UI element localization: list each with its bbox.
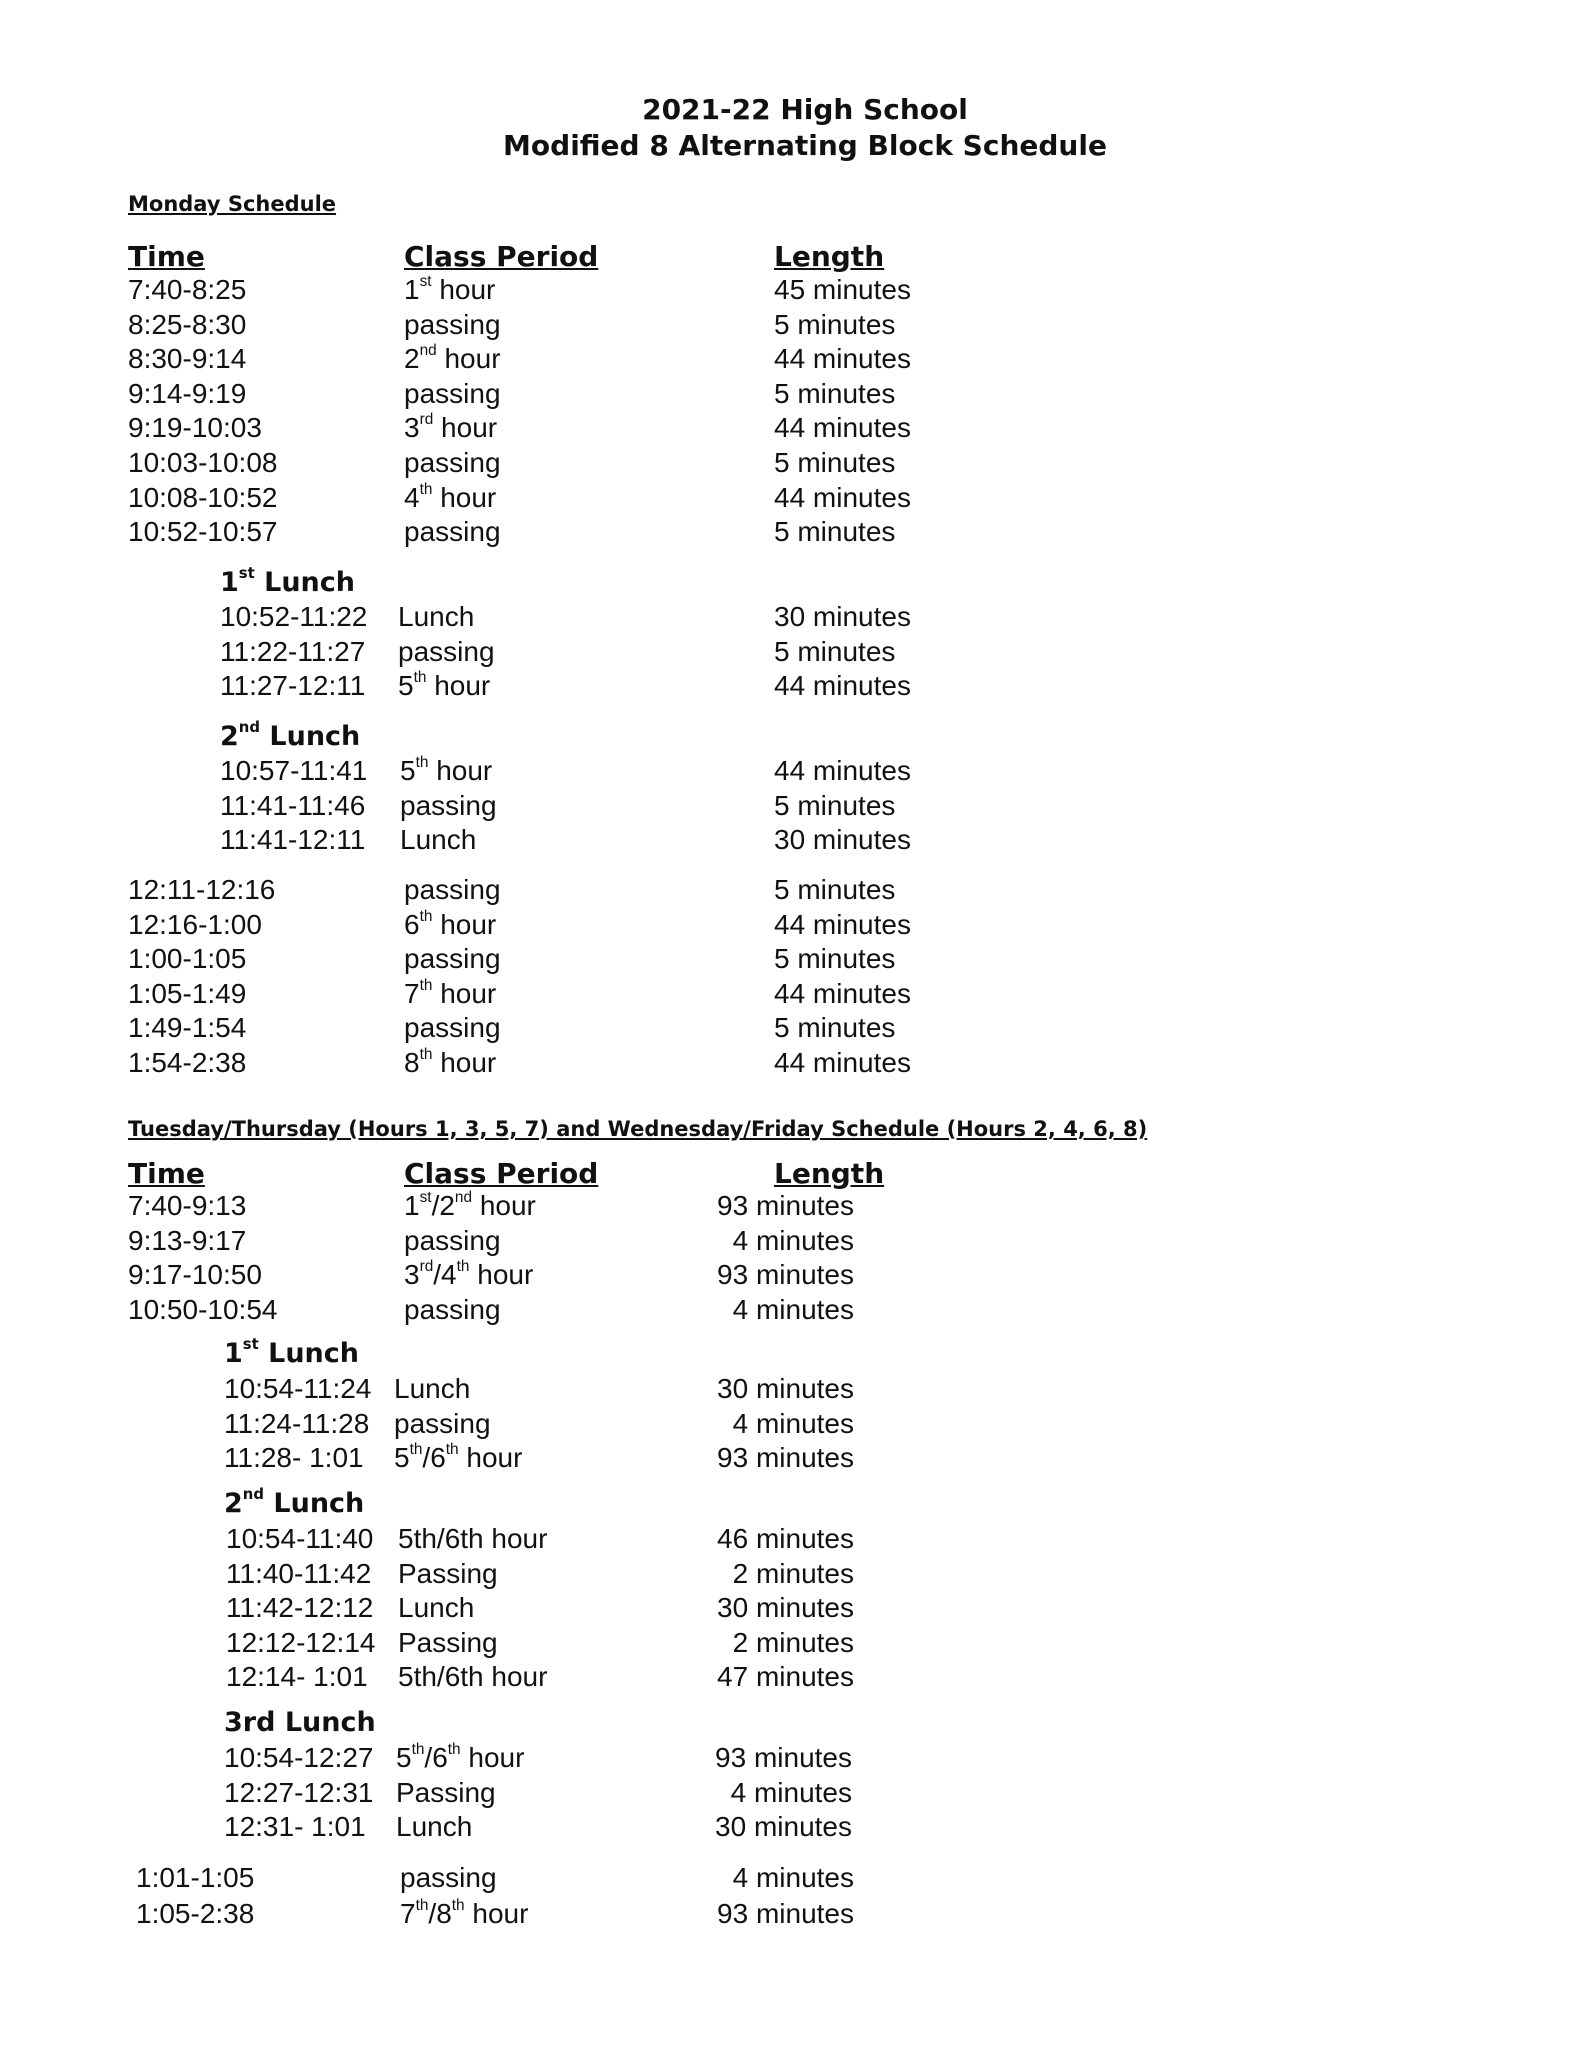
monday-row-time: 7:40-8:25 — [128, 274, 247, 305]
block-lunch1-label: 1st Lunch — [224, 1335, 360, 1369]
monday-lunch1-row-period: Lunch — [398, 601, 475, 632]
monday-lunch2-row-period: 5th hour — [400, 753, 493, 786]
monday-lunch2-row-length: 44 minutes — [774, 755, 911, 786]
monday-row-length: 44 minutes — [774, 343, 911, 374]
monday-lunch1-row-period: passing — [398, 636, 495, 667]
monday-row-length: 5 minutes — [774, 378, 896, 409]
block-lunch1-row-length: 4 minutes — [732, 1408, 854, 1439]
block-lunch1-row-time: 11:28- 1:01 — [224, 1442, 364, 1473]
block-lunch3-row-time: 10:54-12:27 — [224, 1742, 374, 1773]
block-lunch2-row-length: 46 minutes — [717, 1523, 854, 1554]
block-lunch2-row-time: 10:54-11:40 — [226, 1523, 374, 1554]
monday-row-length: 5 minutes — [774, 516, 896, 547]
monday-lunch1-row-length: 44 minutes — [774, 670, 911, 701]
monday-row-length: 5 minutes — [774, 309, 896, 340]
monday-row-time: 12:11-12:16 — [128, 874, 276, 905]
block-row-period: 3rd/4th hour — [404, 1257, 534, 1290]
monday-row-time: 10:52-10:57 — [128, 516, 278, 547]
block-row-time: 1:01-1:05 — [136, 1862, 255, 1893]
monday-row-period: 6th hour — [404, 907, 497, 940]
monday-row-period: 2nd hour — [404, 341, 501, 374]
monday-row-period: passing — [404, 943, 501, 974]
monday-row-length: 44 minutes — [774, 482, 911, 513]
block-lunch2-row-period: Passing — [398, 1558, 498, 1589]
monday-row-time: 10:08-10:52 — [128, 482, 278, 513]
monday-row-time: 8:30-9:14 — [128, 343, 247, 374]
monday-row-period: passing — [404, 516, 501, 547]
monday-lunch2-row-time: 11:41-11:46 — [220, 790, 366, 821]
block-lunch3-row-period: Passing — [396, 1777, 496, 1808]
block-lunch1-row-length: 93 minutes — [717, 1442, 854, 1473]
monday-lunch1-row-length: 5 minutes — [774, 636, 896, 667]
monday-row-period: 1st hour — [404, 272, 496, 305]
monday-row-time: 1:00-1:05 — [128, 943, 247, 974]
block-lunch2-row-length: 2 minutes — [732, 1627, 854, 1658]
block-lunch2-row-length: 30 minutes — [717, 1592, 854, 1623]
document-title — [0, 92, 1582, 164]
monday-row-length: 5 minutes — [774, 943, 896, 974]
block-lunch2-label: 2nd Lunch — [224, 1485, 365, 1519]
block-lunch3-label: 3rd Lunch — [224, 1707, 376, 1738]
block-row-period: passing — [400, 1862, 497, 1893]
monday-lunch2-row-period: passing — [400, 790, 497, 821]
monday-row-period: 4th hour — [404, 480, 497, 513]
block-lunch1-row-period: 5th/6th hour — [394, 1440, 523, 1473]
block-row-length: 4 minutes — [732, 1862, 854, 1893]
block-col-length: Length — [774, 1157, 885, 1190]
block-lunch1-row-period: passing — [394, 1408, 491, 1439]
block-lunch1-row-time: 11:24-11:28 — [224, 1408, 370, 1439]
monday-row-length: 5 minutes — [774, 874, 896, 905]
monday-col-period: Class Period — [404, 240, 599, 273]
block-lunch1-row-time: 10:54-11:24 — [224, 1373, 372, 1404]
block-lunch2-row-period: Lunch — [398, 1592, 475, 1623]
block-lunch2-row-period: Passing — [398, 1627, 498, 1658]
monday-row-time: 12:16-1:00 — [128, 909, 262, 940]
block-lunch2-row-length: 2 minutes — [732, 1558, 854, 1589]
monday-lunch1-row-time: 10:52-11:22 — [220, 601, 368, 632]
monday-lunch2-row-time: 11:41-12:11 — [220, 824, 366, 855]
monday-lunch1-row-time: 11:22-11:27 — [220, 636, 366, 667]
block-lunch3-row-period: 5th/6th hour — [396, 1740, 525, 1773]
monday-row-length: 44 minutes — [774, 412, 911, 443]
block-row-period: passing — [404, 1294, 501, 1325]
block-lunch3-row-length: 4 minutes — [730, 1777, 852, 1808]
monday-lunch2-row-length: 5 minutes — [774, 790, 896, 821]
block-col-time: Time — [128, 1157, 205, 1190]
monday-col-time: Time — [128, 240, 205, 273]
monday-row-length: 45 minutes — [774, 274, 911, 305]
block-row-length: 4 minutes — [732, 1225, 854, 1256]
block-col-period: Class Period — [404, 1157, 599, 1190]
monday-col-length: Length — [774, 240, 885, 273]
monday-row-length: 5 minutes — [774, 1012, 896, 1043]
title-line-1: 2021-22 High School — [642, 93, 968, 126]
monday-lunch1-row-time: 11:27-12:11 — [220, 670, 366, 701]
monday-row-time: 8:25-8:30 — [128, 309, 247, 340]
monday-lunch1-label: 1st Lunch — [220, 564, 356, 598]
block-row-time: 1:05-2:38 — [136, 1898, 255, 1929]
monday-row-time: 10:03-10:08 — [128, 447, 278, 478]
monday-row-time: 1:54-2:38 — [128, 1047, 247, 1078]
monday-row-length: 44 minutes — [774, 1047, 911, 1078]
block-lunch2-row-period: 5th/6th hour — [398, 1661, 548, 1692]
monday-row-time: 1:05-1:49 — [128, 978, 247, 1009]
block-lunch1-row-length: 30 minutes — [717, 1373, 854, 1404]
monday-row-period: passing — [404, 874, 501, 905]
block-row-length: 4 minutes — [732, 1294, 854, 1325]
block-lunch2-row-time: 11:42-12:12 — [226, 1592, 374, 1623]
block-lunch1-row-period: Lunch — [394, 1373, 471, 1404]
block-lunch2-row-length: 47 minutes — [717, 1661, 854, 1692]
monday-row-period: passing — [404, 309, 501, 340]
block-row-period: passing — [404, 1225, 501, 1256]
block-lunch2-row-time: 11:40-11:42 — [226, 1558, 372, 1589]
monday-row-period: 3rd hour — [404, 410, 498, 443]
block-row-length: 93 minutes — [717, 1259, 854, 1290]
monday-heading: Monday Schedule — [128, 192, 337, 216]
block-lunch2-row-period: 5th/6th hour — [398, 1523, 548, 1554]
monday-row-length: 44 minutes — [774, 978, 911, 1009]
block-lunch2-row-time: 12:12-12:14 — [226, 1627, 376, 1658]
monday-row-length: 44 minutes — [774, 909, 911, 940]
block-lunch3-row-time: 12:27-12:31 — [224, 1777, 374, 1808]
monday-lunch1-row-length: 30 minutes — [774, 601, 911, 632]
block-row-period: 1st/2nd hour — [404, 1188, 536, 1221]
block-row-time: 10:50-10:54 — [128, 1294, 278, 1325]
monday-row-period: 8th hour — [404, 1045, 497, 1078]
monday-row-length: 5 minutes — [774, 447, 896, 478]
monday-row-period: passing — [404, 1012, 501, 1043]
monday-lunch2-label: 2nd Lunch — [220, 718, 361, 752]
block-row-period: 7th/8th hour — [400, 1896, 529, 1929]
title-line-2: Modified 8 Alternating Block Schedule — [503, 129, 1107, 162]
monday-lunch1-row-period: 5th hour — [398, 668, 491, 701]
block-row-time: 9:17-10:50 — [128, 1259, 262, 1290]
monday-lunch2-row-length: 30 minutes — [774, 824, 911, 855]
monday-lunch2-row-period: Lunch — [400, 824, 477, 855]
block-heading: Tuesday/Thursday (Hours 1, 3, 5, 7) and Wednesday/Friday Schedule (Hours 2, 4, 6, 8) — [128, 1117, 1148, 1141]
block-row-time: 7:40-9:13 — [128, 1190, 247, 1221]
block-lunch3-row-length: 93 minutes — [715, 1742, 852, 1773]
monday-row-period: passing — [404, 447, 501, 478]
monday-row-period: 7th hour — [404, 976, 497, 1009]
monday-row-time: 9:14-9:19 — [128, 378, 247, 409]
monday-row-period: passing — [404, 378, 501, 409]
monday-row-time: 9:19-10:03 — [128, 412, 262, 443]
block-row-length: 93 minutes — [717, 1190, 854, 1221]
block-lunch2-row-time: 12:14- 1:01 — [226, 1661, 368, 1692]
block-lunch3-row-length: 30 minutes — [715, 1811, 852, 1842]
monday-row-time: 1:49-1:54 — [128, 1012, 247, 1043]
block-lunch3-row-time: 12:31- 1:01 — [224, 1811, 366, 1842]
block-row-length: 93 minutes — [717, 1898, 854, 1929]
block-lunch3-row-period: Lunch — [396, 1811, 473, 1842]
block-row-time: 9:13-9:17 — [128, 1225, 247, 1256]
monday-lunch2-row-time: 10:57-11:41 — [220, 755, 368, 786]
